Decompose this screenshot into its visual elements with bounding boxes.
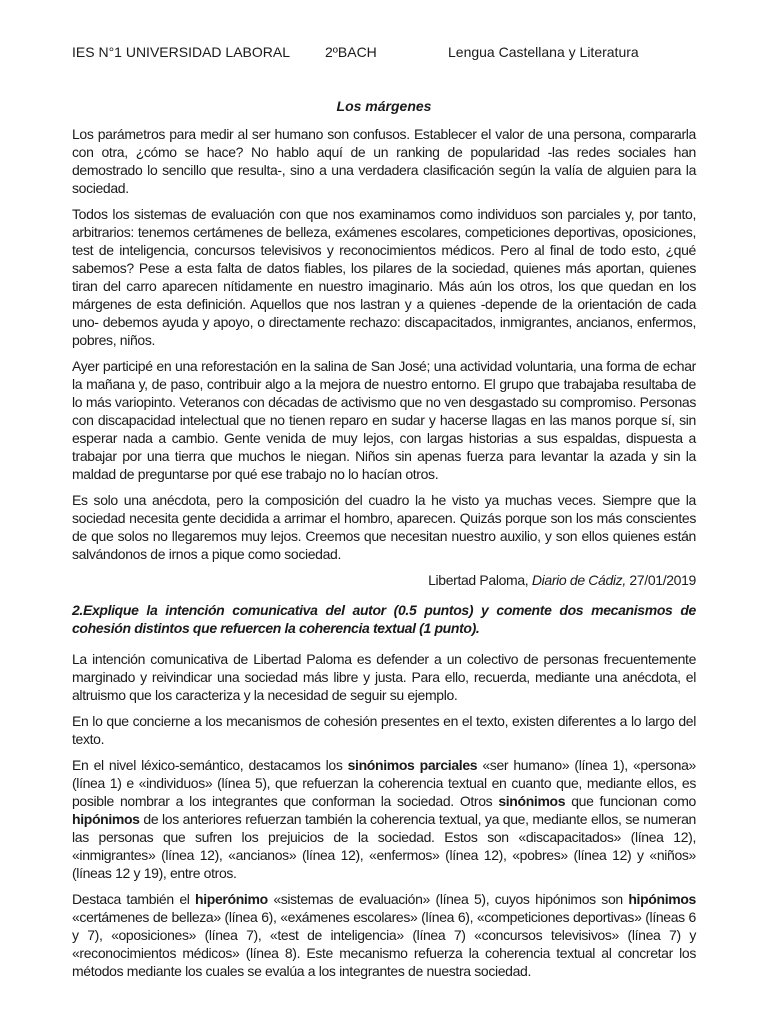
school-name: IES N°1 UNIVERSIDAD LABORAL bbox=[72, 44, 290, 60]
signature-author: Libertad Paloma, bbox=[428, 572, 529, 588]
article-paragraph-4: Es solo una anécdota, pero la composición del cuadro la he visto ya muchas veces. Siempre que la sociedad necesita gente decidida a arrimar el hombro, aparecen. Quizás porque son los más conscientes de que solos no llegaremos muy lejos. Creemos que necesitan nuestro auxilio, y son ellos quienes están salvándonos de irnos a pique como sociedad. bbox=[72, 492, 696, 562]
highlighted-term: hipónimos bbox=[628, 891, 696, 907]
answer-text: Destaca también el bbox=[72, 891, 190, 907]
exam-question: 2.Explique la intención comunicativa del autor (0.5 puntos) y comente dos mecanismos de cohesión distintos que refuercen la coherencia textual (1 punto). bbox=[72, 602, 696, 636]
answer-paragraph-3 bbox=[72, 756, 696, 882]
answer-paragraph-1: La intención comunicativa de Libertad Paloma es defender a un colectivo de personas frecuentemente marginado y reivindicar una sociedad más libre y justa. Para ello, recuerda, mediante una anécdota, el altruismo que los caracteriza y la necesidad de seguir su ejemplo. bbox=[72, 651, 696, 703]
answer-paragraph-4 bbox=[72, 890, 696, 980]
highlighted-term: sinónimos parciales bbox=[347, 757, 478, 773]
answer-paragraph-2: En lo que concierne a los mecanismos de cohesión presentes en el texto, existen diferentes a lo largo del texto. bbox=[72, 713, 696, 747]
page-header bbox=[72, 44, 696, 62]
answer-text: En el nivel léxico-semántico, destacamos los bbox=[72, 757, 343, 773]
subject-name: Lengua Castellana y Literatura bbox=[448, 44, 639, 60]
article-title: Los márgenes bbox=[336, 98, 432, 114]
signature-date: 27/01/2019 bbox=[629, 572, 696, 588]
answer-text: que funcionan como bbox=[571, 793, 696, 809]
course-name: 2ºBACH bbox=[325, 44, 377, 60]
article-paragraph-3: Ayer participé en una reforestación en la salina de San José; una actividad voluntaria, una forma de echar la mañana y, de paso, contribuir algo a la mejora de nuestro entorno. El grupo que trabajaba resultaba de lo más variopinto. Veteranos con décadas de activismo que no ven desgastado su compromiso. Personas con discapacidad intelectual que no tienen reparo en sudar y hacerse llagas en las manos porque sí, sin esperar nada a cambio. Gente venida de muy lejos, con largas historias a sus espaldas, dispuesta a trabajar por una tierra que muchos le niegan. Niños sin apenas fuerza para levantar la azada y sin la maldad de preguntarse por qué ese trabajo no lo hacían otros. bbox=[72, 358, 696, 482]
signature-newspaper: Diario de Cádiz, bbox=[531, 572, 626, 588]
article-signature bbox=[72, 571, 696, 589]
highlighted-term: hiperónimo bbox=[195, 891, 268, 907]
article-paragraph-2: Todos los sistemas de evaluación con que nos examinamos como individuos son parciales y, por tanto, arbitrarios: tenemos certámenes de belleza, exámenes escolares, competiciones deportivas, oposiciones, test de inteligencia, concursos televisivos y reconocimientos médicos. Pero al final de todo esto, ¿qué sabemos? Pese a esta falta de datos fiables, los pilares de la sociedad, quienes más aportan, quienes tiran del carro aparecen nítidamente en nuestro imaginario. Más aún los otros, los que quedan en los márgenes de esta definición. Aquellos que nos lastran y a quienes -depende de la orientación de cada uno- debemos ayuda y apoyo, o directamente rechazo: discapacitados, inmigrantes, ancianos, enfermos, pobres, niños. bbox=[72, 206, 696, 348]
answer-text: «certámenes de belleza» (línea 6), «exámenes escolares» (línea 6), «competiciones deportivas» (líneas 6 y 7), «oposiciones» (línea 7), «test de inteligencia» (línea 7) «concursos televisivos» (línea 7) y «reconocimientos médicos» (línea 8). Este mecanismo refuerza la coherencia textual al concretar los métodos mediante los cuales se evalúa a los integrantes de nuestra sociedad. bbox=[72, 909, 696, 979]
document-body bbox=[72, 125, 696, 988]
article-paragraph-1: Los parámetros para medir al ser humano son confusos. Establecer el valor de una persona, compararla con otra, ¿cómo se hace? No hablo aquí de un ranking de popularidad -las redes sociales han demostrado lo sencillo que resulta-, sino a una verdadera clasificación según la valía de alguien para la sociedad. bbox=[72, 126, 696, 196]
highlighted-term: sinónimos bbox=[498, 793, 566, 809]
highlighted-term: hipónimos bbox=[72, 811, 140, 827]
answer-text: «sistemas de evaluación» (línea 5), cuyos hipónimos son bbox=[273, 891, 623, 907]
answer-text: «ser humano» (línea 1), «persona» (línea 1) e «individuos» (línea 5), que refuerzan la coherencia textual en cuanto que, mediante ellos, es posible nombrar a los integrantes que conforman la sociedad. Otros bbox=[72, 757, 696, 809]
answer-text: de los anteriores refuerzan también la coherencia textual, ya que, mediante ellos, se numeran las personas que sufren los prejuicios de la sociedad. Estos son «discapacitados» (línea 12), «inmigrantes» (línea 12), «ancianos» (línea 12), «enfermos» (línea 12), «pobres» (línea 12) y «niños» (líneas 12 y 19), entre otros. bbox=[72, 811, 696, 881]
